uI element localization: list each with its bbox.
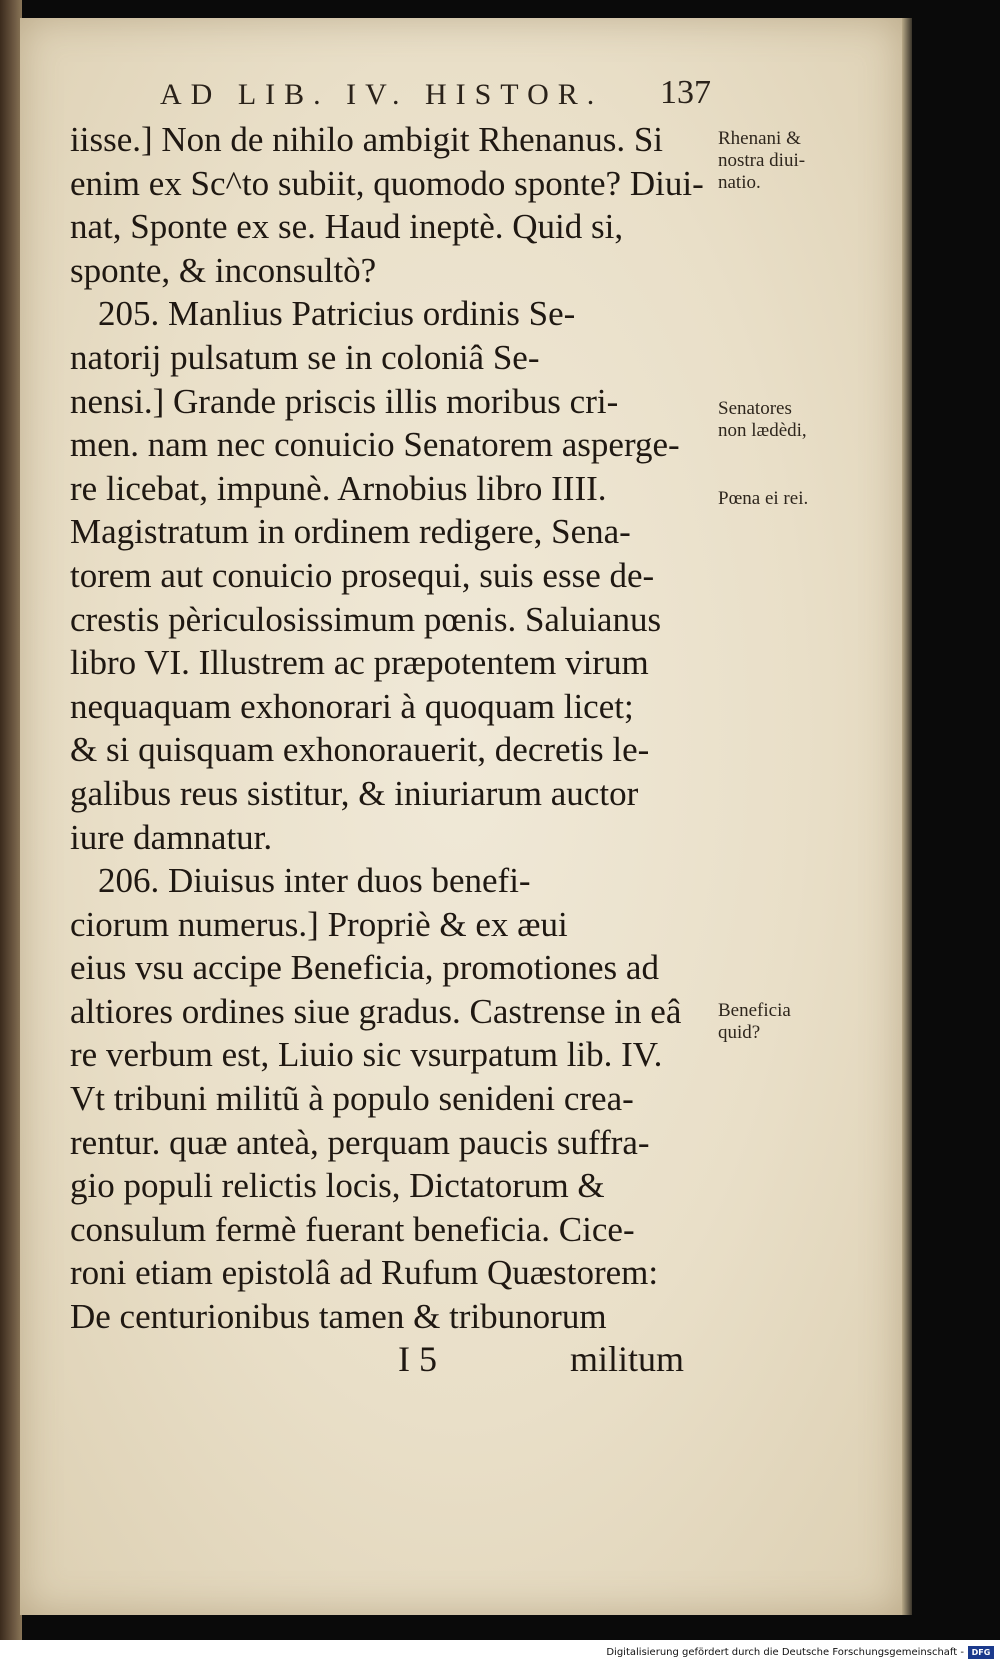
text-line: torem aut conuicio prosequi, suis esse de- [70,555,655,595]
margin-note-poena [718,488,848,510]
text-line: nat, Sponte ex se. Haud ineptè. Quid si, [70,207,624,247]
margin-note-line: nostra diui- [718,150,806,171]
text-line: nequaquam exhonorari à quoquam licet; [70,686,634,726]
text-line: rentur. quæ anteà, perquam paucis suffra- [70,1122,650,1162]
running-head: AD LIB. IV. HISTOR. [160,78,604,111]
margin-note-line: natio. [718,172,761,193]
margin-note-rhenani [718,128,848,194]
text-line: gio populi relictis locis, Dictatorum & [70,1166,605,1206]
text-line: sponte, & inconsultò? [70,250,377,290]
text-line: iisse.] Non de nihilo ambigit Rhenanus. Si [70,120,664,159]
text-line: crestis pèriculosissimum pœnis. Saluianus [70,599,662,639]
text-line: re licebat, impunè. Arnobius libro IIII. [70,468,607,508]
text-line: natorij pulsatum se in coloniâ Se- [70,337,540,377]
text-line: men. nam nec conuicio Senatorem asperge- [70,425,680,465]
text-line: enim ex Sc^to subiit, quomodo sponte? Diui- [70,163,704,203]
text-line: Magistratum in ordinem redigere, Sena- [70,512,631,552]
main-text [70,118,710,1339]
margin-note-line: Beneficia [718,1000,791,1021]
margin-note-line: Rhenani & [718,128,801,149]
text-line: libro VI. Illustrem ac præpotentem virum [70,643,649,683]
margin-note-line: quid? [718,1022,761,1043]
dfg-logo-icon: DFG [968,1646,994,1659]
footer-credit: Digitalisierung gefördert durch die Deutsche Forschungsgemeinschaft - [606,1647,964,1658]
text-line: altiores ordines siue gradus. Castrense in eâ [70,991,682,1031]
text-line: De centurionibus tamen & tribunorum [70,1297,607,1337]
text-line: & si quisquam exhonorauerit, decretis le- [70,730,650,770]
text-line: 206. Diuisus inter duos benefi- [98,861,531,901]
text-line: ciorum numerus.] Propriè & ex æui [70,904,568,944]
margin-note-line: Senatores [718,398,792,419]
text-line: 205. Manlius Patricius ordinis Se- [98,294,576,334]
margin-note-line: Pœna ei rei. [718,488,809,509]
signature-mark: I 5 [398,1339,437,1379]
catchword: militum [570,1339,685,1379]
margin-note-line: non lædèdi, [718,420,807,441]
page-number: 137 [660,74,711,111]
text-line: iure damnatur. [70,817,273,857]
text-line: Vt tribuni militũ à populo senideni crea- [70,1079,634,1119]
text-line: nensi.] Grande priscis illis moribus cri- [70,381,619,421]
margin-note-beneficia [718,1000,848,1044]
text-line: roni etiam epistolâ ad Rufum Quæstorem: [70,1253,659,1293]
book-binding-edge [0,0,22,1640]
text-line: eius vsu accipe Beneficia, promotiones ad [70,948,659,988]
text-line: galibus reus sistitur, & iniuriarum auctor [70,773,639,813]
text-line: re verbum est, Liuio sic vsurpatum lib. IV. [70,1035,663,1075]
margin-note-senatores [718,398,848,442]
text-line: consulum fermè fuerant beneficia. Cice- [70,1209,635,1249]
page-edge-shadow [902,18,912,1615]
